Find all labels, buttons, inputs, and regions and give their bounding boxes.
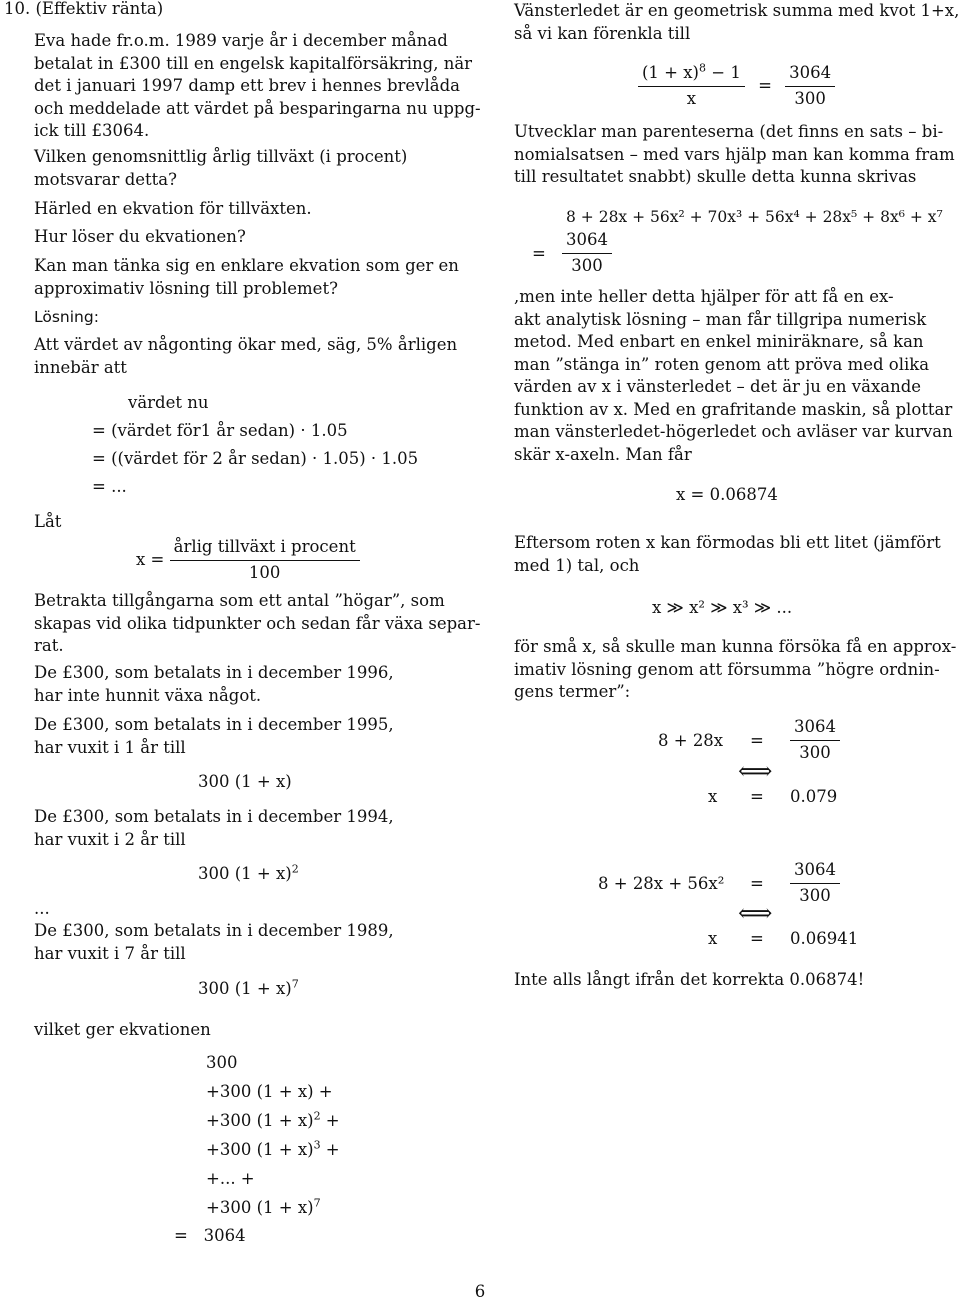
solution-line: Att värdet av någonting ökar med, säg, 5% årligen	[34, 335, 458, 354]
text-line: värden av x i vänsterledet – det är ju en växande	[514, 377, 922, 396]
text-line: De £300, som betalats in i december 1989,	[34, 921, 394, 940]
term-exponent: 7	[313, 1196, 321, 1210]
text-line: De £300, som betalats in i december 1994,	[34, 807, 394, 826]
text-line: man ”stänga in” roten genom att pröva med olika	[514, 354, 930, 374]
formula-7-years	[198, 978, 299, 1001]
eq1-line-3: = ((värdet för 2 år sedan) · 1.05) · 1.05	[92, 449, 419, 468]
rhs-fraction	[562, 229, 612, 277]
text-line: har vuxit i 7 år till	[34, 943, 186, 963]
term-plus: +	[320, 1140, 340, 1159]
paragraph-1989	[34, 920, 394, 965]
eq1-line-1: värdet nu	[128, 393, 209, 412]
fraction-denominator: 100	[248, 562, 281, 582]
rhs-fraction	[785, 62, 835, 110]
sum-line-4	[206, 1139, 340, 1162]
solution-label: Lösning:	[34, 308, 99, 326]
paragraph-1996	[34, 662, 394, 707]
equivalence-arrow: ⟺	[738, 899, 773, 927]
solution-line: innebär att	[34, 357, 127, 377]
approx2-lhs-text: 8 + 28x + 56x²	[598, 874, 725, 893]
numeric-method-paragraph	[514, 286, 953, 466]
sum-line-2: +300 (1 + x) +	[206, 1082, 333, 1101]
question-4	[34, 255, 459, 300]
approx1-result: 0.079	[790, 787, 838, 806]
fraction-denominator: 300	[799, 742, 831, 762]
equals-sign: =	[174, 1226, 188, 1245]
formula-exponent: 7	[291, 977, 299, 991]
solution-intro	[34, 334, 457, 379]
problem-intro	[34, 30, 481, 143]
paragraph-1994	[34, 806, 394, 851]
approx1-lhs: 8 + 28x	[658, 731, 724, 750]
lhs-fraction	[638, 62, 745, 110]
intro-line: det i januari 1997 damp ett brev i hennes brevlåda	[34, 76, 461, 95]
numerator-rest: − 1	[706, 63, 741, 82]
approx2-result: 0.06941	[790, 929, 859, 948]
equation-intro: vilket ger ekvationen	[34, 1020, 211, 1039]
approx2-x: x	[708, 929, 718, 948]
polynomial-rhs	[562, 229, 612, 277]
text-line: De £300, som betalats in i december 1996,	[34, 663, 394, 682]
text-line: för små x, så skulle man kunna försöka få en approx-	[514, 637, 957, 656]
text-line: man vänsterledet-högerledet och avläser var kurvan	[514, 422, 953, 441]
sum-line-6	[206, 1197, 321, 1220]
fraction-numerator: årlig tillväxt i procent	[170, 536, 360, 561]
question-line: Kan man tänka sig en enklare ekvation som ger en	[34, 256, 459, 275]
approx2-lhs	[598, 873, 724, 896]
text-line: rat.	[34, 636, 64, 655]
fraction-denominator: 300	[571, 255, 603, 275]
exercise-heading: 10. (Effektiv ränta)	[4, 0, 164, 18]
polynomial-equals: =	[532, 244, 546, 263]
ellipsis: ...	[34, 899, 50, 918]
approx2-rhs	[790, 859, 840, 907]
question-line: motsvarar detta?	[34, 169, 177, 189]
growth-fraction	[170, 536, 360, 584]
text-line: funktion av x. Med en grafritande maskin, så plottar	[514, 399, 953, 419]
text-line: akt analytisk lösning – man får tillgripa numerisk	[514, 309, 927, 329]
paragraph-piles	[34, 590, 481, 658]
intro-line: och meddelade att värdet på besparingarna nu uppg-	[34, 98, 481, 118]
x-definition	[136, 536, 360, 584]
approx1-x: x	[708, 787, 718, 806]
polynomial-expansion: 8 + 28x + 56x² + 70x³ + 56x⁴ + 28x⁵ + 8x⁶ + x⁷	[566, 208, 943, 226]
binomial-paragraph	[514, 121, 955, 189]
eq1-line-4: = ...	[92, 477, 127, 496]
page-number: 6	[474, 1282, 486, 1301]
equivalence-arrow: ⟺	[738, 757, 773, 785]
small-root-paragraph	[514, 532, 941, 577]
intro-line: Eva hade fr.o.m. 1989 varje år i december månad	[34, 31, 448, 50]
formula-base: 300 (1 + x)	[198, 864, 292, 883]
text-line: så vi kan förenkla till	[514, 23, 691, 43]
intro-line: betalat in £300 till en engelsk kapitalförsäkring, när	[34, 53, 473, 73]
fraction-numerator: 3064	[785, 62, 835, 87]
text-line: har vuxit i 2 år till	[34, 829, 186, 849]
text-line: nomialsatsen – med vars hjälp man kan komma fram	[514, 144, 955, 164]
sum-line-3	[206, 1110, 340, 1133]
question-3: Hur löser du ekvationen?	[34, 227, 246, 246]
text-line: De £300, som betalats in i december 1995,	[34, 715, 394, 734]
term-plus: +	[320, 1111, 340, 1130]
sum-line-1: 300	[206, 1053, 238, 1072]
term: +300 (1 + x)	[206, 1140, 314, 1159]
text-line: ,men inte heller detta hjälper för att få en ex-	[514, 287, 894, 306]
approximation-paragraph	[514, 636, 957, 704]
rhs-fraction	[790, 716, 840, 764]
text-line: har vuxit i 1 år till	[34, 737, 186, 757]
formula-exponent: 2	[291, 862, 299, 876]
approx1-equals: =	[750, 731, 764, 750]
question-line: approximativ lösning till problemet?	[34, 278, 338, 298]
text-line: Betrakta tillgångarna som ett antal ”högar”, som	[34, 591, 445, 610]
equals-sign: =	[758, 75, 772, 95]
text-line: skär x-axeln. Man får	[514, 444, 692, 464]
formula-1-year: 300 (1 + x)	[198, 772, 292, 791]
inequality-chain: x ≫ x² ≫ x³ ≫ ...	[652, 598, 793, 617]
term-exponent: 2	[313, 1109, 321, 1123]
fraction-numerator: 3064	[790, 859, 840, 884]
formula-2-years	[198, 863, 299, 886]
approx2-equals: =	[750, 874, 764, 893]
text-line: Eftersom roten x kan förmodas bli ett litet (jämfört	[514, 533, 941, 552]
text-line: med 1) tal, och	[514, 555, 640, 575]
sum-value: 3064	[203, 1226, 246, 1245]
sum-result	[174, 1225, 246, 1248]
fraction-denominator: 300	[794, 88, 826, 108]
numerator-exponent: 8	[699, 61, 706, 75]
conclusion: Inte alls långt ifrån det korrekta 0.06874!	[514, 970, 865, 989]
x-equals: x =	[136, 549, 165, 569]
fraction-numerator: 3064	[790, 716, 840, 741]
fraction-numerator	[638, 62, 745, 87]
fraction-denominator: 300	[799, 885, 831, 905]
text-line: Utvecklar man parenteserna (det finns en sats – bi-	[514, 122, 944, 141]
approx1-rhs	[790, 716, 840, 764]
approx1-equals-2: =	[750, 787, 764, 806]
root-value: x = 0.06874	[676, 485, 778, 504]
text-line: har inte hunnit växa något.	[34, 685, 262, 705]
formula-base: 300 (1 + x)	[198, 979, 292, 998]
question-1	[34, 146, 407, 191]
intro-line: ick till £3064.	[34, 121, 150, 140]
sum-line-5: +... +	[206, 1169, 255, 1188]
text-line: metod. Med enbart en enkel miniräknare, så kan	[514, 332, 924, 351]
fraction-numerator: 3064	[562, 229, 612, 254]
let-label: Låt	[34, 512, 62, 531]
fraction-denominator: x	[686, 88, 697, 108]
eq1-line-2: = (värdet för1 år sedan) · 1.05	[92, 421, 348, 440]
text-line: skapas vid olika tidpunkter och sedan får växa separ-	[34, 613, 481, 633]
term: +300 (1 + x)	[206, 1111, 314, 1130]
text-line: till resultatet snabbt) skulle detta kunna skrivas	[514, 167, 917, 186]
geometric-sum-equation	[638, 62, 835, 110]
term-exponent: 3	[313, 1138, 321, 1152]
question-line: Vilken genomsnittlig årlig tillväxt (i procent)	[34, 147, 408, 166]
term: +300 (1 + x)	[206, 1198, 314, 1217]
rhs-fraction	[790, 859, 840, 907]
approx2-equals-2: =	[750, 929, 764, 948]
numerator-base: (1 + x)	[642, 63, 699, 82]
question-2: Härled en ekvation för tillväxten.	[34, 199, 312, 218]
text-line: Vänsterledet är en geometrisk summa med kvot 1+x,	[514, 1, 960, 20]
text-line: gens termer”:	[514, 682, 631, 701]
geometric-intro	[514, 0, 959, 45]
paragraph-1995	[34, 714, 394, 759]
text-line: imativ lösning genom att försumma ”högre ordnin-	[514, 659, 940, 679]
